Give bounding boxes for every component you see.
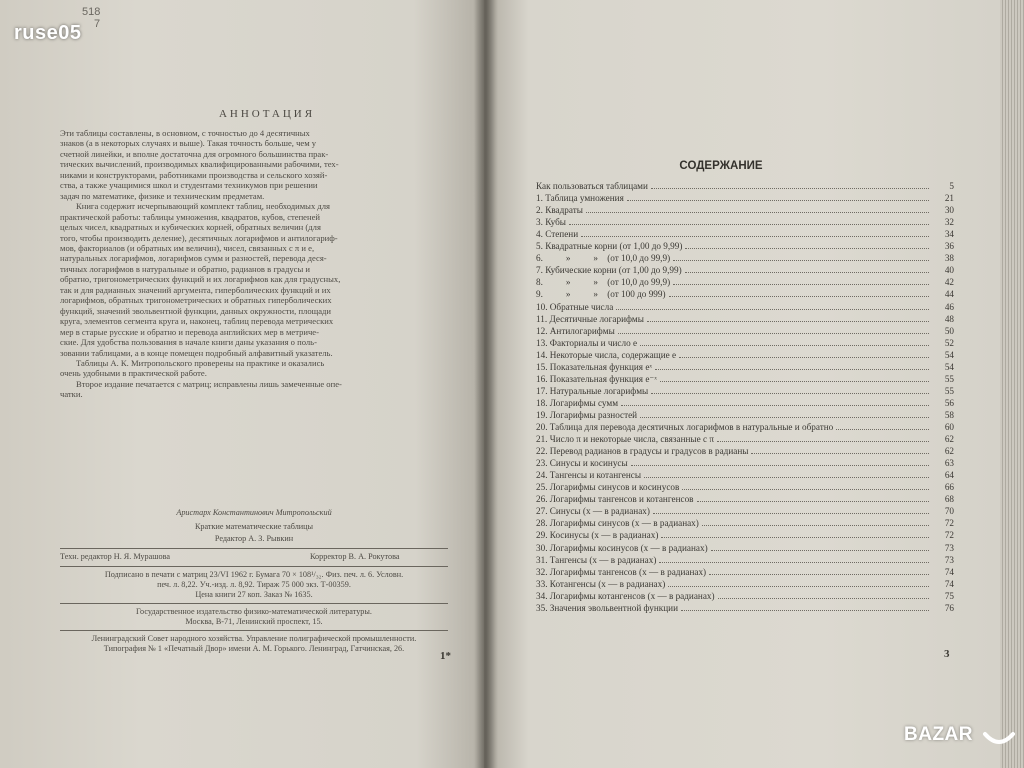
annotation-line: логарифмов, обратных тригонометрических и обратных гиперболических bbox=[60, 295, 332, 306]
toc-entry-label: 21. Число π и некоторые числа, связанные с π bbox=[536, 434, 714, 445]
annotation-line: зовании таблицами, а в конце помещен подробный алфавитный указатель. bbox=[60, 347, 333, 358]
toc-entry-page: 55 bbox=[944, 385, 954, 396]
annotation-line: никами и конструкторами, работниками производства и сельского хозяй- bbox=[60, 169, 328, 180]
toc-entry bbox=[536, 385, 954, 397]
imprint-rule bbox=[60, 630, 448, 631]
toc-entry-label: 26. Логарифмы тангенсов и котангенсов bbox=[536, 494, 694, 505]
toc-entry-label: 19. Логарифмы разностей bbox=[536, 409, 638, 420]
toc-entry bbox=[536, 445, 954, 457]
annotation-line: так и для радианных значений аргумента, гиперболических функций и их bbox=[60, 284, 331, 295]
toc-entry-label: 34. Логарифмы котангенсов (x — в радианах) bbox=[536, 590, 715, 601]
toc-leader-dots bbox=[709, 566, 929, 575]
toc-entry bbox=[536, 481, 954, 493]
toc-entry bbox=[536, 216, 954, 228]
annotation-line: мов, факториалов (и обратных им величин), чисел, связанных с π и e, bbox=[60, 242, 315, 253]
toc-entry bbox=[536, 433, 954, 445]
toc-entry-label: 32. Логарифмы тангенсов (x — в радианах) bbox=[536, 566, 707, 577]
toc-leader-dots bbox=[647, 313, 929, 322]
toc-leader-dots bbox=[653, 505, 929, 514]
toc-entry-page: 55 bbox=[944, 373, 954, 384]
toc-entry bbox=[536, 542, 954, 554]
toc-entry-label: 28. Логарифмы синусов (x — в радианах) bbox=[536, 518, 699, 529]
annotation-text bbox=[60, 128, 448, 400]
toc-entry bbox=[536, 240, 954, 252]
imprint-print-line-2: печ. л. 8,22. Уч.-изд. л. 8,92. Тираж 75 000 экз. Т-00359. bbox=[157, 580, 351, 589]
annotation-line: натуральных логарифмов, логарифмов сумм и разностей, перевода деся- bbox=[60, 253, 327, 264]
toc-entry-page: 72 bbox=[944, 518, 954, 529]
toc-leader-dots bbox=[673, 252, 929, 261]
toc-leader-dots bbox=[581, 228, 929, 237]
imprint-editor: Редактор А. З. Рывкин bbox=[214, 534, 294, 543]
toc-entry bbox=[536, 264, 954, 276]
toc-entry bbox=[536, 554, 954, 566]
toc-leader-dots bbox=[685, 264, 929, 273]
toc-entry-label: 13. Факториалы и число e bbox=[536, 337, 638, 348]
imprint-print-line-1: Подписано в печати с матриц 23/VI 1962 г. Бумага 70 × 108¹/₃₂. Физ. печ. л. 6. Условн. bbox=[104, 570, 404, 579]
toc-entry-label: 5. Квадратные корни (от 1,00 до 9,99) bbox=[536, 241, 683, 252]
annotation-line: целых чисел, квадратных и кубических корней, обратных величин (для bbox=[60, 222, 321, 233]
toc-entry bbox=[536, 566, 954, 578]
imprint-rule bbox=[60, 603, 448, 604]
toc-leader-dots bbox=[569, 216, 929, 225]
imprint-rule bbox=[60, 566, 448, 567]
toc-entry-label: 15. Показательная функция eˣ bbox=[536, 361, 653, 372]
annotation-line: Второе издание печатается с матриц; исправлены лишь замеченные опе- bbox=[76, 378, 342, 389]
toc-entry-label: 7. Кубические корни (от 1,00 до 9,99) bbox=[536, 265, 682, 276]
toc-leader-dots bbox=[655, 361, 929, 370]
toc-entry bbox=[536, 349, 954, 361]
toc-entry-label: 27. Синусы (x — в радианах) bbox=[536, 506, 650, 517]
toc-title: СОДЕРЖАНИЕ bbox=[679, 160, 763, 172]
toc-entry bbox=[536, 204, 954, 216]
toc-entry bbox=[536, 301, 954, 313]
toc-entry bbox=[536, 192, 954, 204]
signature-mark: 1* bbox=[440, 650, 451, 662]
toc-entry-page: 52 bbox=[944, 337, 954, 348]
toc-entry-label: 1. Таблица умножения bbox=[536, 193, 624, 204]
toc-entry bbox=[536, 469, 954, 481]
toc-entry-page: 21 bbox=[944, 193, 954, 204]
toc-entry-page: 72 bbox=[944, 530, 954, 541]
toc-entry-label: 6. » » (от 10,0 до 99,9) bbox=[536, 253, 671, 264]
toc-entry-page: 30 bbox=[944, 205, 954, 216]
toc-entry-page: 64 bbox=[944, 470, 954, 481]
page-edges bbox=[1000, 0, 1024, 768]
toc-leader-dots bbox=[661, 529, 929, 538]
annotation-line: чатки. bbox=[60, 389, 83, 400]
annotation-line: Таблицы А. К. Митропольского проверены на практике и оказались bbox=[76, 357, 325, 368]
toc-entry bbox=[536, 493, 954, 505]
imprint-tech-editor: Техн. редактор Н. Я. Мурашова bbox=[60, 552, 171, 561]
annotation-line: функций, значений эвольвентной функции, данных окружности, площади bbox=[60, 305, 332, 316]
toc-leader-dots bbox=[618, 325, 929, 334]
toc-entry bbox=[536, 529, 954, 541]
toc-entry-label: 9. » » (от 100 до 999) bbox=[536, 289, 666, 300]
toc-entry-label: 33. Котангенсы (x — в радианах) bbox=[536, 578, 666, 589]
annotation-line: ские. Для удобства пользования в начале книги даны указания о поль- bbox=[60, 337, 317, 348]
imprint-publisher-1: Государственное издательство физико-математической литературы. bbox=[136, 607, 372, 616]
toc-entry-label: 8. » » (от 10,0 до 99,9) bbox=[536, 277, 671, 288]
toc-leader-dots bbox=[651, 180, 929, 189]
toc-entry-page: 66 bbox=[944, 482, 954, 493]
annotation-line: Книга содержит исчерпывающий комплект таблиц, необходимых для bbox=[76, 201, 331, 212]
toc-entry bbox=[536, 337, 954, 349]
annotation-line: Эти таблицы составлены, в основном, с точностью до 4 десятичных bbox=[60, 128, 310, 138]
annotation-line: мер в старые русские и обратно и перевода английских мер в метриче- bbox=[60, 326, 319, 337]
toc-leader-dots bbox=[640, 409, 929, 418]
toc-entry-page: 63 bbox=[944, 458, 954, 469]
toc-entry-page: 74 bbox=[944, 578, 954, 589]
annotation-line: тических вычислений, производимых квалифицированными рабочими, тех- bbox=[60, 159, 339, 170]
toc-leader-dots bbox=[718, 590, 929, 599]
imprint-rule bbox=[60, 548, 448, 549]
toc-entry bbox=[536, 578, 954, 590]
toc-entry-page: 42 bbox=[944, 277, 954, 288]
toc-entry-page: 36 bbox=[944, 241, 954, 252]
toc-entry-page: 73 bbox=[944, 542, 954, 553]
toc-entry bbox=[536, 505, 954, 517]
toc-leader-dots bbox=[751, 445, 929, 454]
toc-entry-label: 12. Антилогарифмы bbox=[536, 325, 615, 336]
annotation-line: того, чтобы производить деление), десятичных логарифмов и антилогариф- bbox=[60, 232, 338, 243]
toc-entry bbox=[536, 276, 954, 288]
toc-entry bbox=[536, 602, 954, 614]
watermark-username: ruse05 bbox=[14, 22, 82, 44]
toc-entry-page: 75 bbox=[944, 590, 954, 601]
toc-entry-page: 73 bbox=[944, 554, 954, 565]
toc-entry-label: 3. Кубы bbox=[536, 217, 566, 228]
imprint-print-line-3: Цена книги 27 коп. Заказ № 1635. bbox=[195, 590, 313, 599]
annotation-line: знаков (а в некоторых случаях и выше). Такая точность больше, чем у bbox=[60, 138, 317, 149]
annotation-line: ства, а также учащимися школ и студентами техникумов при решении bbox=[60, 180, 318, 191]
page-number: 3 bbox=[944, 648, 950, 660]
toc-leader-dots bbox=[659, 554, 929, 563]
toc-entry-label: 2. Квадраты bbox=[536, 205, 583, 216]
toc-entry-page: 70 bbox=[944, 506, 954, 517]
toc-leader-dots bbox=[685, 240, 929, 249]
toc-entry-page: 68 bbox=[944, 494, 954, 505]
toc-entry-page: 56 bbox=[944, 397, 954, 408]
smile-arc-icon bbox=[982, 728, 1016, 748]
toc-leader-dots bbox=[640, 337, 929, 346]
toc-leader-dots bbox=[669, 288, 929, 297]
toc-entry-label: 25. Логарифмы синусов и косинусов bbox=[536, 482, 680, 493]
bazar-logo bbox=[904, 724, 1014, 758]
imprint-corrector: Корректор В. А. Рокутова bbox=[310, 552, 400, 561]
toc-entry-page: 62 bbox=[944, 446, 954, 457]
toc-entry-label: 17. Натуральные логарифмы bbox=[536, 385, 649, 396]
toc-entry bbox=[536, 421, 954, 433]
toc-entry-label: 20. Таблица для перевода десятичных логарифмов в натуральные и обратно bbox=[536, 422, 834, 432]
toc-entry-label: 11. Десятичные логарифмы bbox=[536, 313, 644, 324]
library-stamp-number: 518 bbox=[82, 6, 101, 18]
toc-entry-label: 14. Некоторые числа, содержащие e bbox=[536, 349, 677, 360]
book-gutter bbox=[474, 0, 498, 768]
toc-entry bbox=[536, 288, 954, 300]
toc-entry-page: 50 bbox=[944, 325, 954, 336]
annotation-line: счетной линейки, и вполне достаточна для огромного большинства прак- bbox=[60, 148, 329, 159]
toc-leader-dots bbox=[586, 204, 929, 213]
toc-entry-page: 40 bbox=[944, 265, 954, 276]
toc-entry bbox=[536, 409, 954, 421]
toc-entry bbox=[536, 397, 954, 409]
toc-leader-dots bbox=[616, 301, 929, 310]
toc-entry-label: 29. Косинусы (x — в радианах) bbox=[536, 530, 659, 541]
toc-leader-dots bbox=[673, 276, 929, 285]
toc-entry bbox=[536, 313, 954, 325]
toc-leader-dots bbox=[702, 517, 929, 526]
imprint-printer-2: Типография № 1 «Печатный Двор» имени А. М. Горького. Ленинград, Гатчинская, 26. bbox=[103, 644, 405, 653]
annotation-line: круга, элементов сегмента круга и, наконец, таблиц перевода метрических bbox=[60, 316, 334, 327]
annotation-line: тичных логарифмов в натуральные и обратно, радианов в градусы и bbox=[60, 263, 310, 274]
toc-entry-label: 24. Тангенсы и котангенсы bbox=[536, 470, 642, 481]
toc-entry-page: 54 bbox=[944, 349, 954, 360]
toc-entry bbox=[536, 228, 954, 240]
toc-entry-page: 76 bbox=[944, 602, 954, 613]
toc-leader-dots bbox=[679, 349, 929, 358]
toc-leader-dots bbox=[697, 493, 930, 502]
annotation-line: очень удобными в практической работе. bbox=[60, 368, 207, 379]
imprint-publisher-2: Москва, В-71, Ленинский проспект, 15. bbox=[185, 617, 323, 626]
toc-entry-page: 58 bbox=[944, 409, 954, 420]
toc-entry bbox=[536, 457, 954, 469]
toc-leader-dots bbox=[631, 457, 929, 466]
toc-entry-page: 38 bbox=[944, 253, 954, 264]
toc-entry-page: 34 bbox=[944, 229, 954, 240]
toc-leader-dots bbox=[644, 469, 929, 478]
toc-entry-label: 22. Перевод радианов в градусы и градусов в радианы bbox=[536, 446, 749, 457]
imprint-printer-1: Ленинградский Совет народного хозяйства. Управление полиграфической промышленности. bbox=[91, 634, 417, 643]
toc-entry-label: 18. Логарифмы сумм bbox=[536, 397, 619, 408]
toc-entry-label: 31. Тангенсы (x — в радианах) bbox=[536, 554, 657, 565]
toc-leader-dots bbox=[682, 481, 929, 490]
toc-entry-label: 30. Логарифмы косинусов (x — в радианах) bbox=[536, 542, 708, 553]
toc-entry-page: 32 bbox=[944, 217, 954, 228]
toc-entry-label: Как пользоваться таблицами bbox=[536, 181, 648, 191]
toc-entry bbox=[536, 373, 954, 385]
toc-entry-page: 46 bbox=[944, 301, 954, 312]
annotation-title: АННОТАЦИЯ bbox=[218, 108, 316, 120]
imprint-book-title: Краткие математические таблицы bbox=[194, 522, 314, 531]
toc-leader-dots bbox=[627, 192, 929, 201]
toc-entry-label: 35. Значения эвольвентной функции bbox=[536, 602, 678, 613]
toc-leader-dots bbox=[711, 542, 929, 551]
toc-leader-dots bbox=[668, 578, 929, 587]
toc-entry-page: 74 bbox=[944, 566, 954, 577]
toc-leader-dots bbox=[717, 433, 929, 442]
toc-leader-dots bbox=[836, 421, 929, 430]
toc-entry bbox=[536, 325, 954, 337]
toc-entry-label: 4. Степени bbox=[536, 229, 579, 240]
toc-leader-dots bbox=[681, 602, 929, 611]
toc-leader-dots bbox=[621, 397, 929, 406]
toc-leader-dots bbox=[651, 385, 929, 394]
imprint-author: Аристарх Константинович Митропольский bbox=[176, 508, 332, 517]
toc-entry-label: 10. Обратные числа bbox=[536, 301, 614, 312]
toc-entry bbox=[536, 517, 954, 529]
toc-entry-label: 23. Синусы и косинусы bbox=[536, 458, 628, 469]
toc-entry-page: 44 bbox=[944, 289, 954, 300]
library-stamp-number-2: 7 bbox=[94, 18, 101, 30]
toc-entry-page: 54 bbox=[944, 361, 954, 372]
toc-entry-label: 16. Показательная функция e⁻ˣ bbox=[536, 373, 657, 384]
toc-entry bbox=[536, 361, 954, 373]
logo-text: BAZAR bbox=[904, 724, 973, 745]
toc-entry-page: 60 bbox=[944, 422, 954, 432]
toc-entry-page: 62 bbox=[944, 434, 954, 445]
toc-entry bbox=[536, 590, 954, 602]
toc-entry bbox=[536, 180, 954, 192]
annotation-line: обратно, тригонометрических функций и их логарифмов как для градусных, bbox=[60, 274, 341, 285]
toc-entry bbox=[536, 252, 954, 264]
toc-leader-dots bbox=[660, 373, 929, 382]
annotation-line: практической работы: таблицы умножения, квадратов, кубов, степеней bbox=[60, 211, 320, 222]
toc-entry-page: 48 bbox=[944, 313, 954, 324]
annotation-line: задач по математике, физике и техническим предметам. bbox=[60, 190, 265, 201]
toc-entry-page: 5 bbox=[949, 181, 954, 191]
